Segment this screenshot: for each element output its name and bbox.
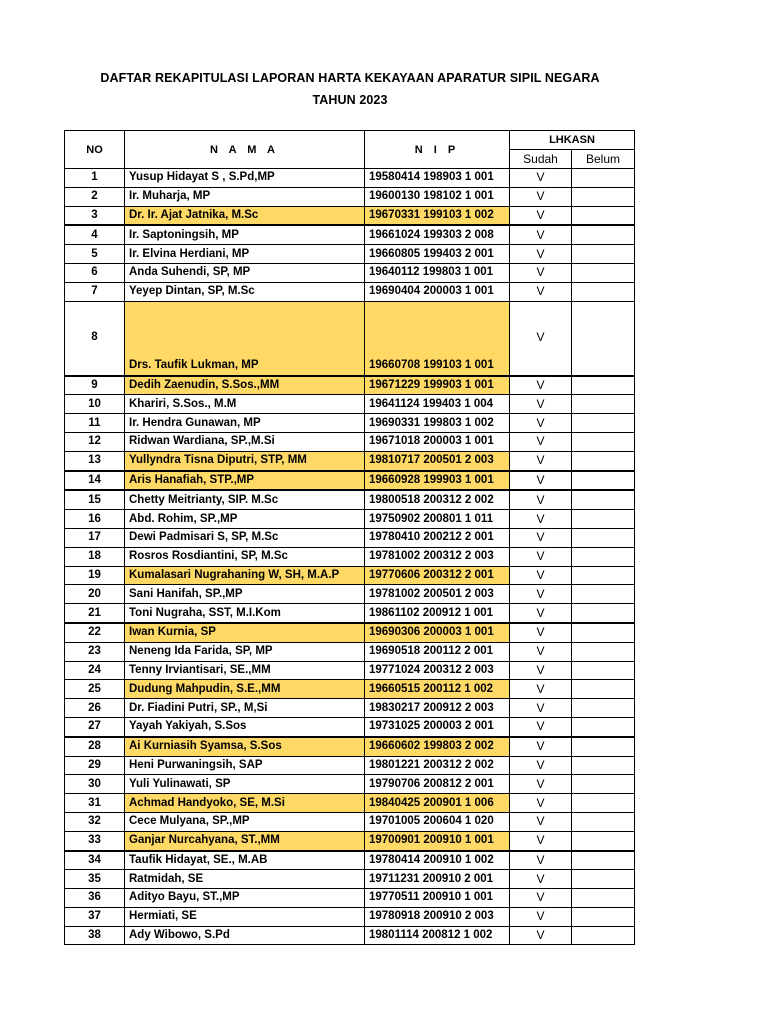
row-belum (572, 680, 635, 699)
row-name: Khariri, S.Sos., M.M (125, 395, 365, 414)
row-belum (572, 376, 635, 395)
row-number: 17 (65, 528, 125, 547)
row-nip: 19780918 200910 2 003 (365, 907, 510, 926)
row-sudah: V (510, 471, 572, 491)
table-row (65, 812, 635, 831)
table-row (65, 889, 635, 908)
row-sudah: V (510, 225, 572, 244)
row-name: Tenny Irviantisari, SE.,MM (125, 661, 365, 680)
row-sudah: V (510, 642, 572, 661)
table-row (65, 926, 635, 945)
table-row (65, 169, 635, 188)
row-name: Sani Hanifah, SP.,MP (125, 585, 365, 604)
row-belum (572, 794, 635, 813)
row-number: 20 (65, 585, 125, 604)
header-nama: N A M A (125, 131, 365, 169)
row-name: Dedih Zaenudin, S.Sos.,MM (125, 376, 365, 395)
row-nip: 19830217 200912 2 003 (365, 699, 510, 718)
table-row (65, 395, 635, 414)
row-nip: 19660928 199903 1 001 (365, 471, 510, 491)
row-number: 3 (65, 206, 125, 225)
row-nip: 19790706 200812 2 001 (365, 775, 510, 794)
row-sudah: V (510, 395, 572, 414)
row-number: 2 (65, 187, 125, 206)
row-sudah: V (510, 206, 572, 225)
header-belum: Belum (572, 150, 635, 169)
row-belum (572, 395, 635, 414)
row-nip: 19810717 200501 2 003 (365, 451, 510, 470)
row-sudah: V (510, 451, 572, 470)
row-belum (572, 907, 635, 926)
lhkasn-table (64, 130, 635, 945)
table-row (65, 547, 635, 566)
row-belum (572, 870, 635, 889)
row-nip: 19690404 200003 1 001 (365, 282, 510, 301)
row-name: Ady Wibowo, S.Pd (125, 926, 365, 945)
table-row (65, 661, 635, 680)
row-number: 12 (65, 432, 125, 451)
row-sudah: V (510, 263, 572, 282)
row-number: 7 (65, 282, 125, 301)
row-nip: 19781002 200312 2 003 (365, 547, 510, 566)
table-row (65, 604, 635, 623)
row-belum (572, 926, 635, 945)
row-number: 28 (65, 737, 125, 756)
row-nip: 19780414 200910 1 002 (365, 851, 510, 870)
table-row (65, 566, 635, 585)
row-nip: 19690306 200003 1 001 (365, 623, 510, 642)
row-nip: 19671229 199903 1 001 (365, 376, 510, 395)
row-belum (572, 471, 635, 491)
row-sudah: V (510, 831, 572, 850)
row-nip: 19641124 199403 1 004 (365, 395, 510, 414)
row-name: Kumalasari Nugrahaning W, SH, M.A.P (125, 566, 365, 585)
row-nip: 19671018 200003 1 001 (365, 432, 510, 451)
row-nip: 19840425 200901 1 006 (365, 794, 510, 813)
row-name: Ratmidah, SE (125, 870, 365, 889)
table-row (65, 585, 635, 604)
row-sudah: V (510, 245, 572, 264)
row-number: 18 (65, 547, 125, 566)
row-sudah: V (510, 907, 572, 926)
row-nip: 19660805 199403 2 001 (365, 245, 510, 264)
table-row (65, 831, 635, 850)
row-belum (572, 699, 635, 718)
table-row (65, 414, 635, 433)
row-belum (572, 661, 635, 680)
row-sudah: V (510, 301, 572, 376)
row-nip: 19750902 200801 1 011 (365, 510, 510, 529)
row-belum (572, 432, 635, 451)
row-belum (572, 831, 635, 850)
row-sudah: V (510, 510, 572, 529)
row-belum (572, 490, 635, 509)
row-sudah: V (510, 851, 572, 870)
row-name: Drs. Taufik Lukman, MP (125, 301, 365, 376)
row-number: 8 (65, 301, 125, 376)
row-nip: 19780410 200212 2 001 (365, 528, 510, 547)
row-sudah: V (510, 623, 572, 642)
table-row (65, 870, 635, 889)
table-row (65, 794, 635, 813)
row-sudah: V (510, 680, 572, 699)
table-row (65, 699, 635, 718)
row-name: Ir. Muharja, MP (125, 187, 365, 206)
table-row (65, 451, 635, 470)
row-belum (572, 169, 635, 188)
row-sudah: V (510, 756, 572, 775)
header-nip: N I P (365, 131, 510, 169)
row-sudah: V (510, 547, 572, 566)
table-row (65, 225, 635, 244)
row-nip: 19700901 200910 1 001 (365, 831, 510, 850)
row-number: 38 (65, 926, 125, 945)
row-belum (572, 528, 635, 547)
row-sudah: V (510, 717, 572, 736)
table-row (65, 623, 635, 642)
row-nip: 19670331 199103 1 002 (365, 206, 510, 225)
row-sudah: V (510, 699, 572, 718)
row-number: 13 (65, 451, 125, 470)
row-name: Yusup Hidayat S , S.Pd,MP (125, 169, 365, 188)
row-sudah: V (510, 414, 572, 433)
row-name: Rosros Rosdiantini, SP, M.Sc (125, 547, 365, 566)
table-row (65, 282, 635, 301)
row-name: Yayah Yakiyah, S.Sos (125, 717, 365, 736)
header-no: NO (65, 131, 125, 169)
row-nip: 19711231 200910 2 001 (365, 870, 510, 889)
row-sudah: V (510, 737, 572, 756)
row-name: Achmad Handyoko, SE, M.Si (125, 794, 365, 813)
table-body (65, 169, 635, 945)
row-name: Yullyndra Tisna Diputri, STP, MM (125, 451, 365, 470)
table-row (65, 245, 635, 264)
table-row (65, 737, 635, 756)
row-sudah: V (510, 566, 572, 585)
table-row (65, 717, 635, 736)
row-name: Ridwan Wardiana, SP.,M.Si (125, 432, 365, 451)
row-belum (572, 642, 635, 661)
row-number: 23 (65, 642, 125, 661)
row-nip: 19580414 198903 1 001 (365, 169, 510, 188)
row-nip: 19801114 200812 1 002 (365, 926, 510, 945)
row-belum (572, 889, 635, 908)
row-number: 1 (65, 169, 125, 188)
row-number: 16 (65, 510, 125, 529)
row-number: 36 (65, 889, 125, 908)
row-name: Dr. Ir. Ajat Jatnika, M.Sc (125, 206, 365, 225)
row-number: 31 (65, 794, 125, 813)
row-number: 22 (65, 623, 125, 642)
table-row (65, 432, 635, 451)
table-row (65, 642, 635, 661)
row-belum (572, 225, 635, 244)
row-name: Heni Purwaningsih, SAP (125, 756, 365, 775)
row-nip: 19660708 199103 1 001 (365, 301, 510, 376)
row-nip: 19770606 200312 2 001 (365, 566, 510, 585)
row-number: 30 (65, 775, 125, 794)
row-name: Dr. Fiadini Putri, SP., M,Si (125, 699, 365, 718)
row-sudah: V (510, 528, 572, 547)
row-belum (572, 756, 635, 775)
table-row (65, 528, 635, 547)
row-name: Hermiati, SE (125, 907, 365, 926)
row-number: 32 (65, 812, 125, 831)
row-nip: 19660602 199803 2 002 (365, 737, 510, 756)
row-name: Dudung Mahpudin, S.E.,MM (125, 680, 365, 699)
row-number: 25 (65, 680, 125, 699)
row-sudah: V (510, 187, 572, 206)
row-name: Toni Nugraha, SST, M.I.Kom (125, 604, 365, 623)
row-nip: 19800518 200312 2 002 (365, 490, 510, 509)
row-nip: 19600130 198102 1 001 (365, 187, 510, 206)
row-sudah: V (510, 889, 572, 908)
table-row (65, 680, 635, 699)
row-belum (572, 737, 635, 756)
row-number: 21 (65, 604, 125, 623)
row-number: 26 (65, 699, 125, 718)
row-belum (572, 282, 635, 301)
row-name: Adityo Bayu, ST.,MP (125, 889, 365, 908)
row-number: 35 (65, 870, 125, 889)
row-nip: 19701005 200604 1 020 (365, 812, 510, 831)
row-number: 27 (65, 717, 125, 736)
row-belum (572, 717, 635, 736)
row-sudah: V (510, 604, 572, 623)
row-belum (572, 623, 635, 642)
row-name: Ir. Elvina Herdiani, MP (125, 245, 365, 264)
table-row (65, 263, 635, 282)
table-row (65, 187, 635, 206)
row-name: Aris Hanafiah, STP.,MP (125, 471, 365, 491)
row-nip: 19771024 200312 2 003 (365, 661, 510, 680)
document-year: TAHUN 2023 (312, 93, 388, 107)
row-nip: 19731025 200003 2 001 (365, 717, 510, 736)
row-number: 34 (65, 851, 125, 870)
row-name: Yuli Yulinawati, SP (125, 775, 365, 794)
row-nip: 19690518 200112 2 001 (365, 642, 510, 661)
table-row (65, 510, 635, 529)
row-sudah: V (510, 926, 572, 945)
row-sudah: V (510, 376, 572, 395)
row-sudah: V (510, 812, 572, 831)
row-belum (572, 206, 635, 225)
row-nip: 19770511 200910 1 001 (365, 889, 510, 908)
row-sudah: V (510, 490, 572, 509)
row-sudah: V (510, 432, 572, 451)
row-nip: 19861102 200912 1 001 (365, 604, 510, 623)
row-belum (572, 851, 635, 870)
table-row (65, 756, 635, 775)
row-belum (572, 414, 635, 433)
row-number: 6 (65, 263, 125, 282)
row-nip: 19801221 200312 2 002 (365, 756, 510, 775)
row-sudah: V (510, 661, 572, 680)
table-row (65, 490, 635, 509)
row-belum (572, 187, 635, 206)
row-number: 19 (65, 566, 125, 585)
row-name: Ai Kurniasih Syamsa, S.Sos (125, 737, 365, 756)
row-sudah: V (510, 794, 572, 813)
row-name: Ganjar Nurcahyana, ST.,MM (125, 831, 365, 850)
table-row (65, 206, 635, 225)
row-name: Iwan Kurnia, SP (125, 623, 365, 642)
row-number: 29 (65, 756, 125, 775)
table-row (65, 471, 635, 491)
row-number: 9 (65, 376, 125, 395)
row-number: 11 (65, 414, 125, 433)
table-row (65, 775, 635, 794)
row-nip: 19661024 199303 2 008 (365, 225, 510, 244)
row-number: 33 (65, 831, 125, 850)
row-belum (572, 775, 635, 794)
table-row (65, 376, 635, 395)
row-sudah: V (510, 775, 572, 794)
row-nip: 19690331 199803 1 002 (365, 414, 510, 433)
header-sudah: Sudah (510, 150, 572, 169)
table-row (65, 301, 635, 376)
row-name: Taufik Hidayat, SE., M.AB (125, 851, 365, 870)
row-number: 15 (65, 490, 125, 509)
row-name: Yeyep Dintan, SP, M.Sc (125, 282, 365, 301)
row-number: 37 (65, 907, 125, 926)
row-name: Abd. Rohim, SP.,MP (125, 510, 365, 529)
row-name: Ir. Saptoningsih, MP (125, 225, 365, 244)
row-name: Chetty Meitrianty, SIP. M.Sc (125, 490, 365, 509)
row-name: Ir. Hendra Gunawan, MP (125, 414, 365, 433)
row-number: 5 (65, 245, 125, 264)
row-belum (572, 585, 635, 604)
row-sudah: V (510, 282, 572, 301)
row-belum (572, 604, 635, 623)
row-number: 4 (65, 225, 125, 244)
row-nip: 19660515 200112 1 002 (365, 680, 510, 699)
document-title: DAFTAR REKAPITULASI LAPORAN HARTA KEKAYAAN APARATUR SIPIL NEGARA (100, 71, 600, 85)
table-row (65, 907, 635, 926)
row-belum (572, 510, 635, 529)
row-belum (572, 263, 635, 282)
row-sudah: V (510, 585, 572, 604)
row-belum (572, 812, 635, 831)
row-nip: 19781002 200501 2 003 (365, 585, 510, 604)
row-belum (572, 451, 635, 470)
row-sudah: V (510, 169, 572, 188)
row-sudah: V (510, 870, 572, 889)
row-number: 14 (65, 471, 125, 491)
row-name: Dewi Padmisari S, SP, M.Sc (125, 528, 365, 547)
row-belum (572, 301, 635, 376)
row-name: Neneng Ida Farida, SP, MP (125, 642, 365, 661)
header-lhkasn: LHKASN (510, 131, 635, 150)
row-belum (572, 566, 635, 585)
row-nip: 19640112 199803 1 001 (365, 263, 510, 282)
table-row (65, 851, 635, 870)
row-belum (572, 547, 635, 566)
row-number: 24 (65, 661, 125, 680)
row-number: 10 (65, 395, 125, 414)
row-name: Cece Mulyana, SP.,MP (125, 812, 365, 831)
row-name: Anda Suhendi, SP, MP (125, 263, 365, 282)
row-belum (572, 245, 635, 264)
